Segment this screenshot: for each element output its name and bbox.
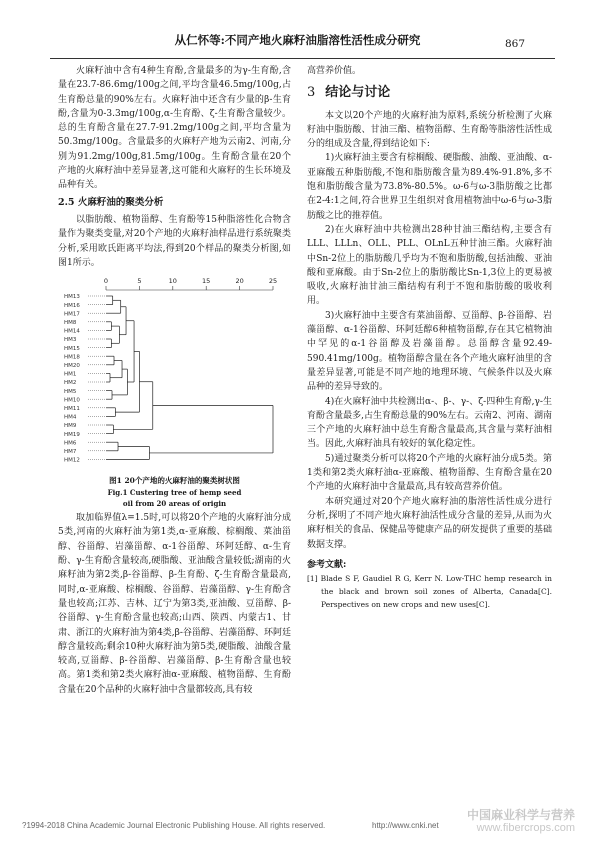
leaf-label: HM9 (64, 423, 77, 430)
leaf-label: HM4 (64, 414, 77, 421)
leaf-label: HM19 (64, 431, 80, 438)
page-number: 867 (504, 38, 525, 50)
running-header: 从仁怀等:不同产地火麻籽油脂溶性活性成分研究 (174, 33, 421, 47)
leaf-label: HM6 (64, 440, 77, 447)
copyright-footer: ?1994-2018 China Academic Journal Electronic Publishing House. All rights reserved. (22, 821, 326, 830)
paragraph-conclusion-intro: 本文以20个产地的火麻籽油为原料,系统分析检测了火麻籽油中脂肪酸、甘油三酯、植物甾醇、生育酚等脂溶性活性成分的组成及含量,得到结论如下: (307, 110, 552, 150)
leaf-label: HM13 (64, 294, 80, 301)
x-tick-label: 20 (235, 277, 244, 286)
figure-caption-en-1: Fig.1 Custering tree of hemp seed (107, 488, 242, 498)
x-tick-label: 25 (268, 277, 278, 286)
site-watermark (467, 808, 575, 834)
leaf-label: HM3 (64, 337, 77, 344)
section-3-number: 3 (307, 85, 316, 101)
leaf-label: HM8 (64, 320, 77, 327)
watermark-url: www.fibercrops.com (476, 822, 575, 834)
figure-caption-cn: 图1 20个产地的火麻籽油的聚类树状图 (109, 476, 240, 486)
leaf-label: HM12 (64, 457, 80, 464)
leaf-label: HM2 (64, 380, 77, 387)
conclusion-5: 5)通过聚类分析可以将20个产地的火麻籽油分成5类。第1类和第2类火麻籽油α-亚麻酸、植物甾醇、生育酚含量在20个产地的火麻籽油中含量最高,具有较高营养价值。 (307, 453, 552, 493)
paragraph-tocopherol: 火麻籽油中含有4种生育酚,含量最多的为γ-生育酚,含量在23.7-86.6mg/100g之间,平均含量46.5mg/100g,占生育酚总量的90%左右。火麻籽油中还含有少量的β-生育酚,含量为0-3.3mg/100g,α-生育酚、ζ-生育酚含量较少。总的生育酚含量在27.7-91.2mg/100g之间,平均含量为50.3mg/100g。含量最多的火麻籽产地为云南2、河南,分别为91.2mg/100g,81.5mg/100g。生育酚含量在20个产地的火麻籽油中差异显著,这可能和火麻籽的生长环境及品种有关。 (58, 66, 291, 191)
x-tick-label: 0 (103, 277, 109, 286)
header-rule (50, 58, 555, 59)
conclusion-1: 1)火麻籽油主要含有棕榈酸、硬脂酸、油酸、亚油酸、α-亚麻酸五种脂肪酸,不饱和脂肪酸含量为89.4%-91.8%,多不饱和脂肪酸含量为73.8%-80.5%。ω-6与ω-3脂肪酸之比都在2-4:1之间,符合世界卫生组织对食用植物油中ω-6与ω-3脂肪酸之比的推荐值。 (307, 153, 552, 221)
paragraph-cluster-results: 取加临界值λ=1.5时,可以将20个产地的火麻籽油分成5类,河南的火麻籽油为第1类,α-亚麻酸、棕榈酸、菜油甾醇、谷甾醇、岩藻甾醇、α-1谷甾醇、环阿廷醇、α-生育酚、γ-生育酚含量较高,硬脂酸、亚油酸含量较低;湖南的火麻籽油为第2类,β-谷甾醇、β-生育酚、ζ-生育酚含量最高,同时,α-亚麻酸、棕榈酸、谷甾醇、岩藻甾醇、γ-生育酚含量也较高;江苏、吉林、辽宁为第3类,亚油酸、豆甾醇、β-谷甾醇、γ-生育酚含量也较高;山西、陕西、内蒙古1、甘肃、浙江的火麻籽油为第4类,β-谷甾醇、岩藻甾醇、环阿廷醇含量较高;剩余10种火麻籽油为第5类,硬脂酸、油酸含量较高,豆甾醇、β-谷甾醇、岩藻甾醇、β-生育酚含量也较高。第1类和第2类火麻籽油α-亚麻酸、植物甾醇、生育酚含量在20个品种的火麻籽油中含量都较高,具有较 (58, 513, 291, 695)
leaf-label: HM15 (64, 345, 80, 352)
x-tick-label: 15 (202, 277, 211, 286)
footer-url[interactable]: http://www.cnki.net (372, 821, 439, 830)
figure-1 (58, 274, 291, 509)
conclusion-3: 3)火麻籽油中主要含有菜油甾醇、豆甾醇、β-谷甾醇、岩藻甾醇、α-1谷甾醇、环阿廷醇6种植物甾醇,存在其它植物油中罕见的α-1谷甾醇及岩藻甾醇。总甾醇含量92.49-590.41mg/100g。植物甾醇含量在各个产地火麻籽油里的含量差异显著,可能是不同产地的地理环境、气候条件以及火麻品种的差异导致的。 (307, 310, 552, 393)
leaf-label: HM16 (64, 302, 80, 309)
leaf-label: HM11 (64, 406, 80, 413)
paragraph-cluster-method: 以脂肪酸、植物甾醇、生育酚等15种脂溶性化合物含量作为聚类变量,对20个产地的火麻籽油样品进行系统聚类分析,采用欧氏距离平均法,得到20个样品的聚类分析图,如图1所示。 (58, 214, 291, 268)
section-3-heading (307, 86, 552, 100)
leaf-label: HM20 (64, 363, 80, 370)
leaf-label: HM14 (64, 328, 80, 335)
right-column (307, 64, 552, 611)
references-heading: 参考文献: (307, 559, 347, 570)
section-2-5-heading: 2.5 火麻籽油的聚类分析 (58, 196, 164, 208)
reference-1: [1] Blade S F, Gaudiel R G, Kerr N. Low-THC hemp research in the black and brown soil zones of Alberta, Canada[C]. Perspectives on new crops and new uses[C]. (307, 574, 552, 610)
section-3-title: 结论与讨论 (325, 85, 391, 101)
watermark-cn: 中国麻业科学与营养 (466, 808, 575, 822)
x-tick-label: 10 (168, 277, 177, 286)
leaf-label: HM18 (64, 354, 80, 361)
dendrogram-chart (58, 274, 291, 474)
leaf-label: HM10 (64, 397, 80, 404)
conclusion-4: 4)在火麻籽油中共检测出α-、β-、γ-、ζ-四种生育酚,γ-生育酚含量最多,占生育酚总量的90%左右。云南2、河南、湖南三个产地的火麻籽油中总生育酚含量最高,其含量与菜籽油相当。因此,火麻籽油具有较好的氧化稳定性。 (307, 396, 552, 450)
leaf-label: HM5 (64, 388, 77, 395)
paragraph-continued: 高营养价值。 (307, 66, 362, 76)
paragraph-closing: 本研究通过对20个产地火麻籽油的脂溶性活性成分进行分析,探明了不同产地火麻籽油活性成分含量的差异,从而为火麻籽相关的食品、保健品等健康产品的研发提供了重要的基础数据支撑。 (307, 496, 552, 550)
leaf-label: HM1 (64, 371, 77, 378)
leaf-label: HM17 (64, 311, 80, 318)
left-column (58, 64, 291, 697)
x-tick-label: 5 (137, 277, 142, 286)
leaf-label: HM7 (64, 449, 77, 456)
conclusion-2: 2)在火麻籽油中共检测出28种甘油三酯结构,主要含有LLL、LLLn、OLL、PLL、OLnL五种甘油三酯。火麻籽油中Sn-2位上的脂肪酸几乎均为不饱和脂肪酸,包括油酸、亚油酸和亚麻酸。由于Sn-2位上的脂肪酸比Sn-1,3位上的更易被吸收,火麻籽油甘油三酯结构有利于不饱和脂肪酸的吸收利用。 (307, 224, 552, 307)
figure-caption-en-2: oil from 20 areas of origin (122, 499, 227, 509)
